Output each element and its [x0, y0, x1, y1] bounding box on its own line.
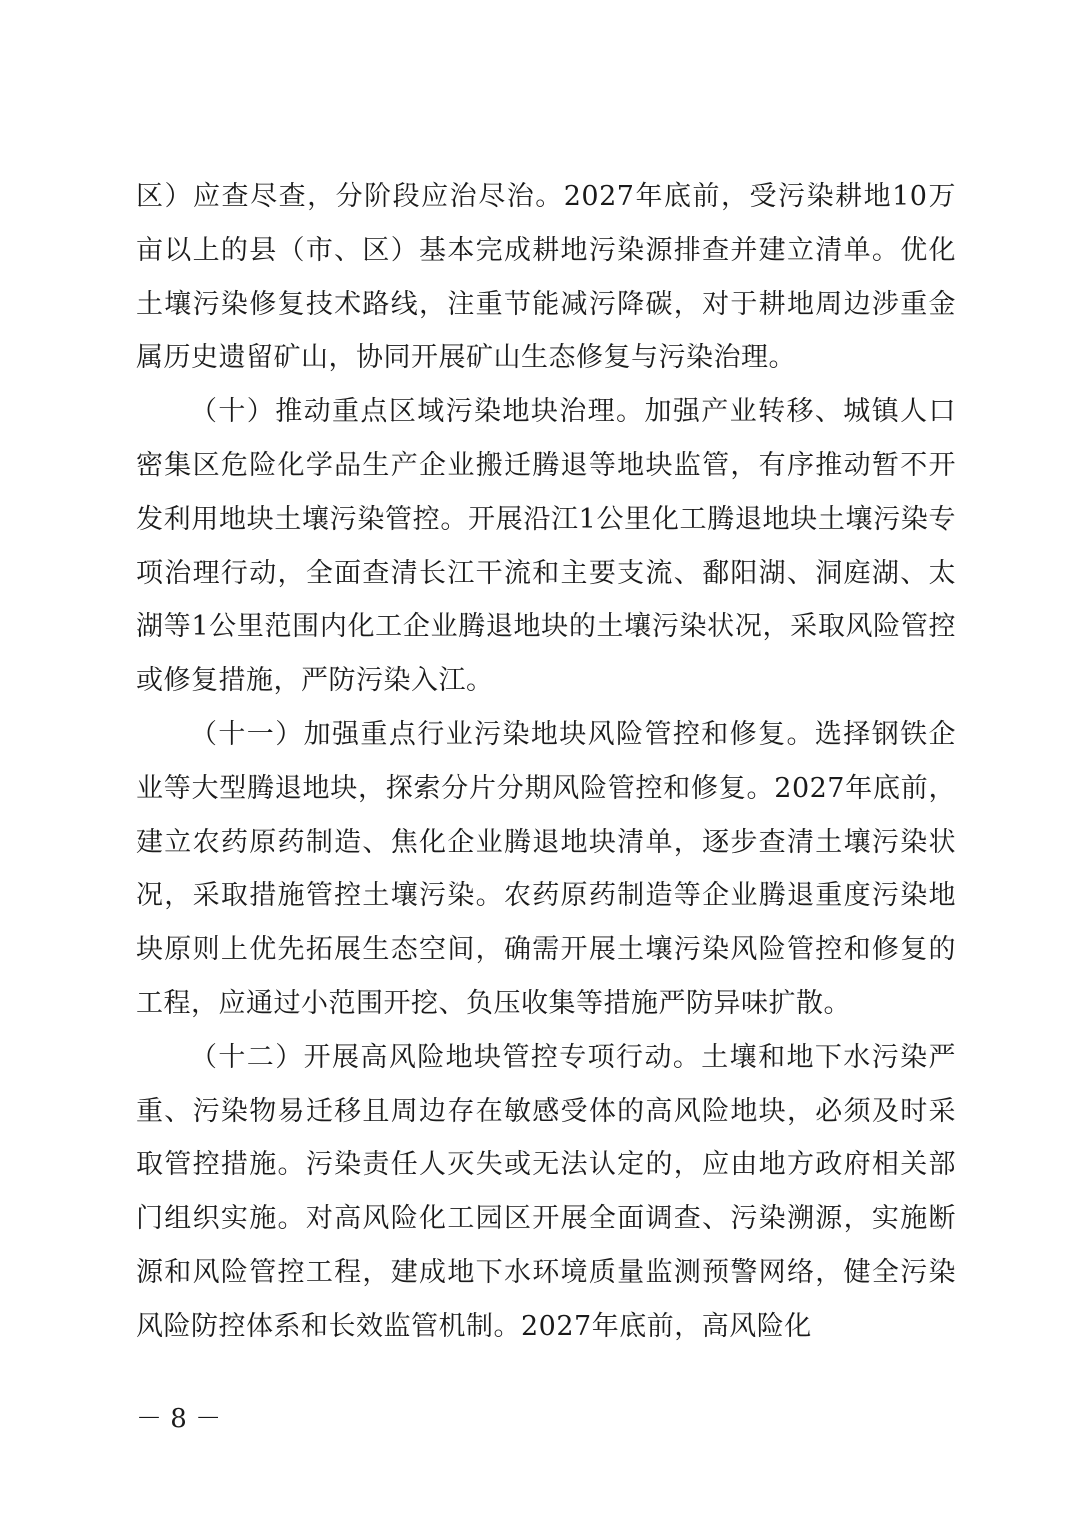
- paragraph-text: 区）应查尽查，分阶段应治尽治。2027年底前，受污染耕地10万亩以上的县（市、区）基本完成耕地污染源排查并建立清单。优化土壤污染修复技术路线，注重节能减污降碳，对于耕地周边涉重金属历史遗留矿山，协同开展矿山生态修复与污染治理。: [136, 181, 956, 374]
- page-number: － 8 －: [136, 1404, 222, 1434]
- paragraph-section-10: [136, 385, 956, 708]
- section-heading: （十一）加强重点行业污染地块风险管控和修复。: [190, 718, 815, 750]
- paragraph-section-11: [136, 708, 956, 1031]
- section-heading: （十二）开展高风险地块管控专项行动。: [190, 1041, 702, 1073]
- paragraph-text: 加强产业转移、城镇人口密集区危险化学品生产企业搬迁腾退等地块监管，有序推动暂不开发利用地块土壤污染管控。开展沿江1公里化工腾退地块土壤污染专项治理行动，全面查清长江干流和主要支流、鄱阳湖、洞庭湖、太湖等1公里范围内化工企业腾退地块的土壤污染状况，采取风险管控或修复措施，严防污染入江。: [136, 396, 957, 697]
- paragraph-text: 选择钢铁企业等大型腾退地块，探索分片分期风险管控和修复。2027年底前，建立农药原药制造、焦化企业腾退地块清单，逐步查清土壤污染状况，采取措施管控土壤污染。农药原药制造等企业腾退重度污染地块原则上优先拓展生态空间，确需开展土壤污染风险管控和修复的工程，应通过小范围开挖、负压收集等措施严防异味扩散。: [136, 718, 957, 1019]
- paragraph-continuation: [136, 170, 956, 385]
- document-body: [136, 170, 956, 1354]
- paragraph-section-12: [136, 1031, 956, 1354]
- section-heading: （十）推动重点区域污染地块治理。: [190, 396, 645, 428]
- paragraph-text: 土壤和地下水污染严重、污染物易迁移且周边存在敏感受体的高风险地块，必须及时采取管控措施。污染责任人灭失或无法认定的，应由地方政府相关部门组织实施。对高风险化工园区开展全面调查、污染溯源，实施断源和风险管控工程，建成地下水环境质量监测预警网络，健全污染风险防控体系和长效监管机制。2027年底前，高风险化: [136, 1041, 957, 1342]
